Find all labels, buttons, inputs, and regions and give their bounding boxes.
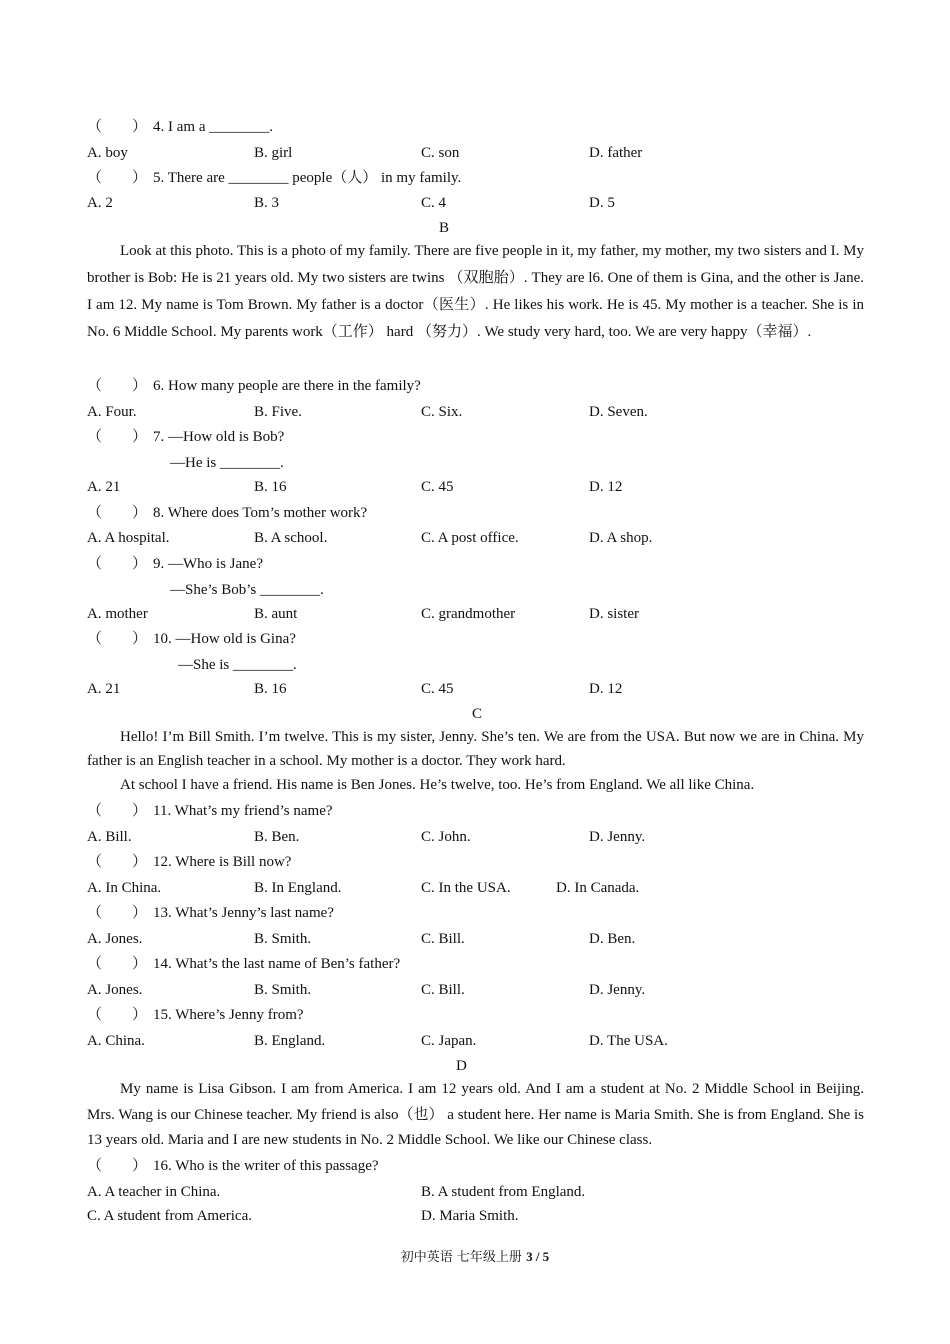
question-6 (87, 376, 421, 396)
option-a: A. 21 (87, 681, 121, 697)
question-8 (87, 503, 367, 523)
question-12 (87, 852, 291, 872)
option-d: D. father (589, 145, 643, 161)
option-c: C. A student from America. (87, 1208, 252, 1224)
answer-bracket: （ ） (87, 956, 148, 972)
option-a: A. In China. (87, 880, 162, 896)
question-text: 13. What’s Jenny’s last name? (153, 905, 334, 921)
question-4 (87, 117, 273, 137)
answer-bracket: （ ） (87, 429, 148, 445)
question-text: 15. Where’s Jenny from? (153, 1007, 304, 1023)
question-16 (87, 1156, 379, 1176)
option-b: B. 3 (254, 195, 280, 211)
question-11 (87, 801, 333, 821)
question-text: 11. What’s my friend’s name? (153, 803, 333, 819)
section-heading-b: B (439, 220, 450, 236)
question-text: 6. How many people are there in the family? (153, 378, 421, 394)
question-13 (87, 903, 334, 923)
option-d: D. Jenny. (589, 982, 646, 998)
option-c: C. Japan. (421, 1033, 477, 1049)
option-d: D. A shop. (589, 530, 653, 546)
dialogue-reply: —He is ________. (170, 455, 284, 471)
option-b: B. A student from England. (421, 1184, 586, 1200)
answer-bracket: （ ） (87, 505, 148, 521)
option-c: C. 45 (421, 479, 454, 495)
question-text: 14. What’s the last name of Ben’s father? (153, 956, 401, 972)
question-text: 10. —How old is Gina? (153, 631, 296, 647)
option-d: D. sister (589, 606, 639, 622)
option-b: B. England. (254, 1033, 326, 1049)
option-b: B. Smith. (254, 982, 312, 998)
option-c: C. grandmother (421, 606, 516, 622)
option-b: B. 16 (254, 681, 287, 697)
option-d: D. Maria Smith. (421, 1208, 519, 1224)
answer-bracket: （ ） (87, 905, 148, 921)
option-b: B. aunt (254, 606, 298, 622)
answer-bracket: （ ） (87, 1007, 148, 1023)
option-a: A. Jones. (87, 982, 143, 998)
option-a: A. 2 (87, 195, 113, 211)
answer-bracket: （ ） (87, 170, 148, 186)
section-heading-c: C (472, 706, 483, 722)
option-c: C. John. (421, 829, 471, 845)
option-c: C. son (421, 145, 460, 161)
passage-c-paragraph-2: At school I have a friend. His name is Ben Jones. He’s twelve, too. He’s from England. We all like China. (120, 777, 755, 793)
question-10 (87, 629, 296, 649)
page-number: 3 / 5 (526, 1249, 550, 1264)
option-d: D. Ben. (589, 931, 636, 947)
passage-c-paragraph-1: Hello! I’m Bill Smith. I’m twelve. This is my sister, Jenny. She’s ten. We are from the USA. But now we are in China. My father is an English teacher in a school. My mother is a doctor. They work hard. (87, 729, 864, 769)
question-text: 7. —How old is Bob? (153, 429, 285, 445)
option-d: D. 5 (589, 195, 615, 211)
option-a: A. A teacher in China. (87, 1184, 221, 1200)
answer-bracket: （ ） (87, 378, 148, 394)
dialogue-reply: —She is ________. (178, 657, 297, 673)
option-b: B. Ben. (254, 829, 300, 845)
answer-bracket: （ ） (87, 803, 148, 819)
section-heading-d: D (456, 1058, 467, 1074)
option-a: A. Jones. (87, 931, 143, 947)
option-d: D. In Canada. (556, 880, 640, 896)
dialogue-reply: —She’s Bob’s ________. (170, 582, 324, 598)
question-text: 9. —Who is Jane? (153, 556, 263, 572)
answer-bracket: （ ） (87, 556, 148, 572)
option-b: B. In England. (254, 880, 342, 896)
option-d: D. Jenny. (589, 829, 646, 845)
option-c: C. 4 (421, 195, 447, 211)
question-text: 8. Where does Tom’s mother work? (153, 505, 368, 521)
page-footer (0, 1248, 950, 1267)
question-5 (87, 168, 461, 188)
footer-title: 初中英语 七年级上册 (400, 1250, 527, 1265)
question-7 (87, 427, 284, 447)
option-a: A. 21 (87, 479, 121, 495)
option-c: C. A post office. (421, 530, 519, 546)
option-c: C. Bill. (421, 931, 465, 947)
passage-b: Look at this photo. This is a photo of my family. There are five people in it, my father, my mother, my two sisters and I. My brother is Bob: He is 21 years old. My two sisters are twins （双胞胎）. They are l6. One of them is Gina, and the other is Jane. I am 12. My name is Tom Brown. My father is a doctor（医生）. He likes his work. He is 45. My mother is a teacher. She is in No. 6 Middle School. My parents work（工作） hard （努力）. We study very hard, too. We are very happy（幸福）. (87, 243, 864, 340)
option-d: D. The USA. (589, 1033, 668, 1049)
option-c: C. 45 (421, 681, 454, 697)
question-text: 12. Where is Bill now? (153, 854, 292, 870)
question-text: 16. Who is the writer of this passage? (153, 1158, 379, 1174)
option-a: A. A hospital. (87, 530, 170, 546)
question-text: 4. I am a ________. (153, 119, 273, 135)
answer-bracket: （ ） (87, 631, 148, 647)
answer-bracket: （ ） (87, 854, 148, 870)
question-9 (87, 554, 263, 574)
option-a: A. mother (87, 606, 148, 622)
option-d: D. Seven. (589, 404, 648, 420)
option-b: B. Smith. (254, 931, 312, 947)
option-c: C. Bill. (421, 982, 465, 998)
option-d: D. 12 (589, 681, 623, 697)
passage-d: My name is Lisa Gibson. I am from America. I am 12 years old. And I am a student at No. 2 Middle School in Beijing. Mrs. Wang is our Chinese teacher. My friend is also（也） a student here. Her name is Maria Smith. She is from England. She is 13 years old. Maria and I are new students in No. 2 Middle School. We like our Chinese class. (87, 1081, 864, 1148)
answer-bracket: （ ） (87, 119, 148, 135)
option-b: B. girl (254, 145, 293, 161)
option-c: C. Six. (421, 404, 463, 420)
option-a: A. Bill. (87, 829, 132, 845)
option-b: B. Five. (254, 404, 302, 420)
option-a: A. Four. (87, 404, 137, 420)
option-b: B. 16 (254, 479, 287, 495)
option-c: C. In the USA. (421, 880, 511, 896)
question-text: 5. There are ________ people（人） in my family. (153, 170, 462, 186)
answer-bracket: （ ） (87, 1158, 148, 1174)
question-15 (87, 1005, 304, 1025)
option-a: A. boy (87, 145, 128, 161)
option-a: A. China. (87, 1033, 145, 1049)
question-14 (87, 954, 400, 974)
option-b: B. A school. (254, 530, 328, 546)
option-d: D. 12 (589, 479, 623, 495)
